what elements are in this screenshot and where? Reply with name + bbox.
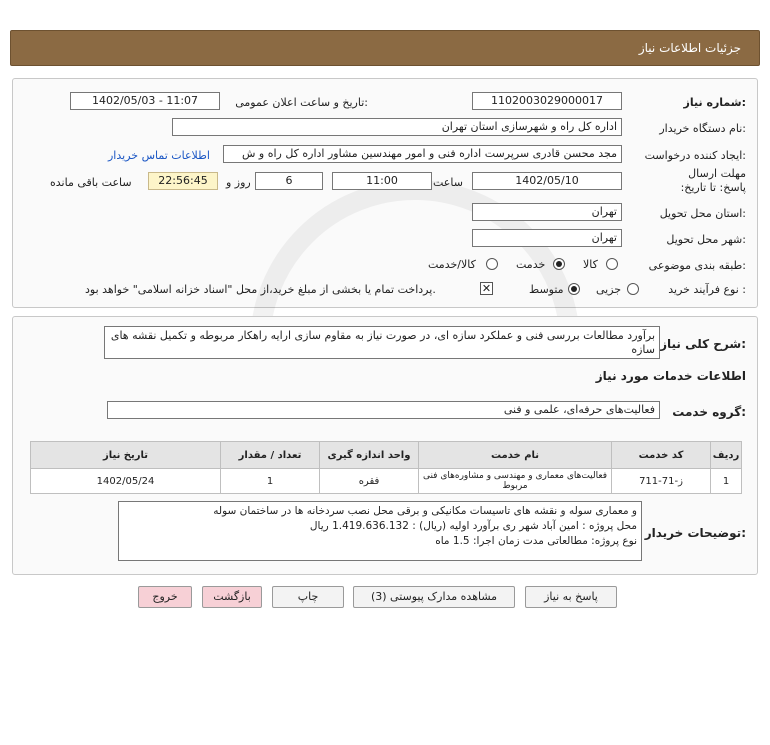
col-need-date: تاریخ نیاز	[31, 442, 221, 469]
back-button[interactable]: بازگشت	[202, 586, 262, 608]
category-option-service-label: خدمت	[516, 258, 546, 271]
process-option-minor-label: جزیی	[596, 283, 622, 296]
announce-label: تاریخ و ساعت اعلان عمومی:	[235, 96, 368, 109]
process-medium-radio[interactable]	[568, 283, 580, 295]
province-label: استان محل تحویل:	[659, 207, 746, 220]
remaining-time-field: 22:56:45	[148, 172, 218, 190]
exit-button[interactable]: خروج	[138, 586, 192, 608]
deadline-time-field: 11:00	[332, 172, 432, 190]
deadline-date-field: 1402/05/10	[472, 172, 622, 190]
col-service-code: کد خدمت	[612, 442, 711, 469]
deadline-time-label: ساعت	[433, 176, 463, 189]
category-option-goods-label: کالا	[583, 258, 598, 271]
cell-service-code: ز-71-711	[612, 469, 711, 494]
category-service-radio[interactable]	[553, 258, 565, 270]
col-unit: واحد اندازه گیری	[320, 442, 419, 469]
service-group-label: گروه خدمت:	[672, 405, 746, 419]
requester-label: ایجاد کننده درخواست:	[644, 149, 746, 162]
buyer-notes-line: محل پروژه : امین آباد شهر ری برآورد اولیه (ریال) : 1.419.636.132 ریال	[309, 520, 637, 532]
service-group-field: فعالیت‌های حرفه‌ای، علمی و فنی	[107, 401, 660, 419]
category-goods-radio[interactable]	[606, 258, 618, 270]
buyer-notes-field	[118, 501, 642, 561]
city-label: شهر محل تحویل:	[666, 233, 746, 246]
col-quantity: تعداد / مقدار	[221, 442, 320, 469]
reply-button[interactable]: پاسخ به نیاز	[525, 586, 617, 608]
city-field: تهران	[472, 229, 622, 247]
description-label: شرح کلی نیاز:	[660, 337, 746, 351]
cell-row-number: 1	[711, 469, 742, 494]
page-title: جزئیات اطلاعات نیاز	[638, 41, 741, 55]
buyer-notes-label: توضیحات خریدار:	[644, 526, 746, 540]
category-label: طبقه بندی موضوعی:	[648, 259, 746, 272]
table-header-row	[31, 442, 742, 469]
cell-quantity: 1	[221, 469, 320, 494]
treasury-checkbox[interactable]: ✕	[481, 282, 492, 295]
need-number-field: 1102003029000017	[472, 92, 622, 110]
buyer-label: نام دستگاه خریدار:	[659, 122, 746, 135]
category-both-radio[interactable]	[486, 258, 498, 270]
requester-field: مجد محسن قادری سرپرست اداره فنی و امور مهندسین مشاور اداره کل راه و ش	[223, 145, 622, 163]
remaining-label: ساعت باقی مانده	[50, 176, 132, 189]
days-label: روز و	[226, 176, 251, 189]
attachments-button[interactable]: مشاهده مدارک پیوستی (3)	[353, 586, 515, 608]
page-header	[10, 30, 760, 66]
buyer-field: اداره کل راه و شهرسازی استان تهران	[172, 118, 622, 136]
buyer-contact-link[interactable]: اطلاعات تماس خریدار	[108, 149, 210, 162]
col-service-name: نام خدمت	[419, 442, 612, 469]
description-field: برآورد مطالعات بررسی فنی و عملکرد سازه ای، در صورت نیاز به مقاوم سازی ارایه راهکار مربوطه و تکمیل نقشه های سازه	[104, 326, 660, 359]
services-heading: اطلاعات خدمات مورد نیاز	[595, 369, 746, 383]
process-option-medium-label: متوسط	[529, 283, 564, 296]
buyer-notes-line: نوع پروژه: مطالعاتی مدت زمان اجرا: 1.5 ماه	[435, 535, 637, 547]
print-button[interactable]: چاپ	[272, 586, 344, 608]
buyer-notes-line: و معماری سوله و نقشه های تاسیسات مکانیکی و برقی محل نصب سردخانه ها در ساختمان سوله	[213, 505, 637, 517]
deadline-label: مهلت ارسال پاسخ: تا تاریخ:	[680, 167, 746, 194]
table-row	[31, 469, 742, 494]
need-number-label: شماره نیاز:	[683, 96, 746, 109]
announce-field: 1402/05/03 - 11:07	[70, 92, 220, 110]
province-field: تهران	[472, 203, 622, 221]
services-table	[30, 441, 742, 494]
cell-service-name: فعالیت‌های معماری و مهندسی و مشاوره‌های فنی مربوط	[419, 469, 612, 494]
payment-note: پرداخت تمام یا بخشی از مبلغ خرید،از محل "اسناد خزانه اسلامی" خواهد بود.	[85, 283, 436, 296]
process-label: نوع فرآیند خرید :	[668, 283, 746, 296]
cell-need-date: 1402/05/24	[31, 469, 221, 494]
process-minor-radio[interactable]	[627, 283, 639, 295]
days-field: 6	[255, 172, 323, 190]
cell-unit: فقره	[320, 469, 419, 494]
col-row-number: ردیف	[711, 442, 742, 469]
category-option-both-label: کالا/خدمت	[428, 258, 476, 271]
